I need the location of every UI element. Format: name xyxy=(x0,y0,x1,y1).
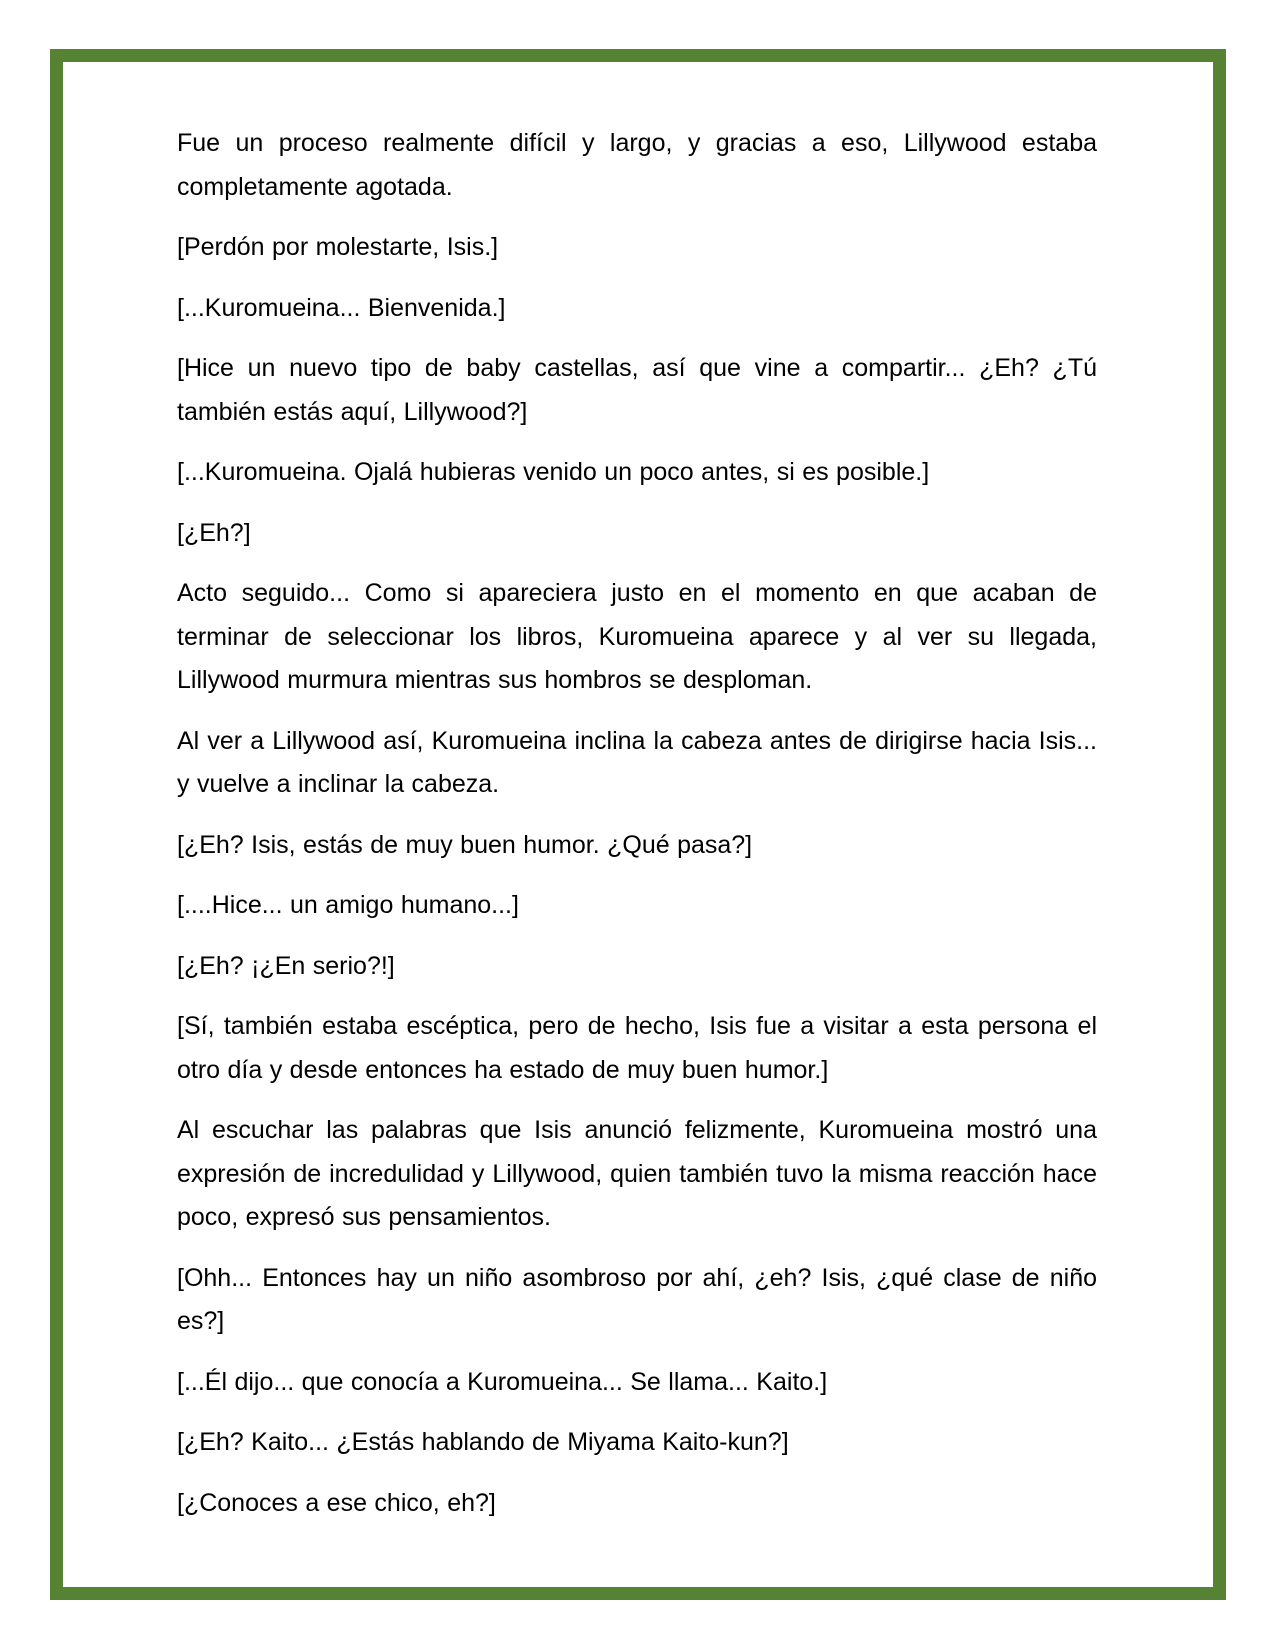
paragraph: Fue un proceso realmente difícil y largo, y gracias a eso, Lillywood estaba completamente agotada. xyxy=(177,129,1097,201)
document-text-body xyxy=(177,122,1097,1542)
paragraph: [....Hice... un amigo humano...] xyxy=(177,891,519,919)
paragraph: [...Él dijo... que conocía a Kuromueina... Se llama... Kaito.] xyxy=(177,1367,828,1396)
paragraph: [Sí, también estaba escéptica, pero de hecho, Isis fue a visitar a esta persona el otro día y desde entonces ha estado de muy buen humor.] xyxy=(177,1012,1097,1084)
paragraph: [¿Conoces a ese chico, eh?] xyxy=(177,1488,496,1517)
paragraph: [...Kuromueina. Ojalá hubieras venido un poco antes, si es posible.] xyxy=(177,458,930,486)
paragraph: [¿Eh? Isis, estás de muy buen humor. ¿Qué pasa?] xyxy=(177,830,753,859)
paragraph: [¿Eh?] xyxy=(177,518,251,547)
paragraph: Al escuchar las palabras que Isis anunció felizmente, Kuromueina mostró una expresión de incredulidad y Lillywood, quien también tuvo la misma reacción hace poco, expresó sus pensamientos. xyxy=(177,1116,1097,1231)
paragraph: [¿Eh? ¡¿En serio?!] xyxy=(177,951,395,980)
paragraph: [Hice un nuevo tipo de baby castellas, así que vine a compartir... ¿Eh? ¿Tú también estás aquí, Lillywood?] xyxy=(177,354,1097,426)
paragraph: [¿Eh? Kaito... ¿Estás hablando de Miyama Kaito-kun?] xyxy=(177,1428,789,1456)
paragraph: [Perdón por molestarte, Isis.] xyxy=(177,233,499,261)
paragraph: Al ver a Lillywood así, Kuromueina inclina la cabeza antes de dirigirse hacia Isis... y vuelve a inclinar la cabeza. xyxy=(177,726,1097,798)
paragraph: [Ohh... Entonces hay un niño asombroso por ahí, ¿eh? Isis, ¿qué clase de niño es?] xyxy=(177,1263,1097,1335)
paragraph: [...Kuromueina... Bienvenida.] xyxy=(177,293,506,322)
paragraph: Acto seguido... Como si apareciera justo en el momento en que acaban de terminar de seleccionar los libros, Kuromueina aparece y al ver su llegada, Lillywood murmura mientras sus hombros se desploman. xyxy=(177,579,1097,694)
